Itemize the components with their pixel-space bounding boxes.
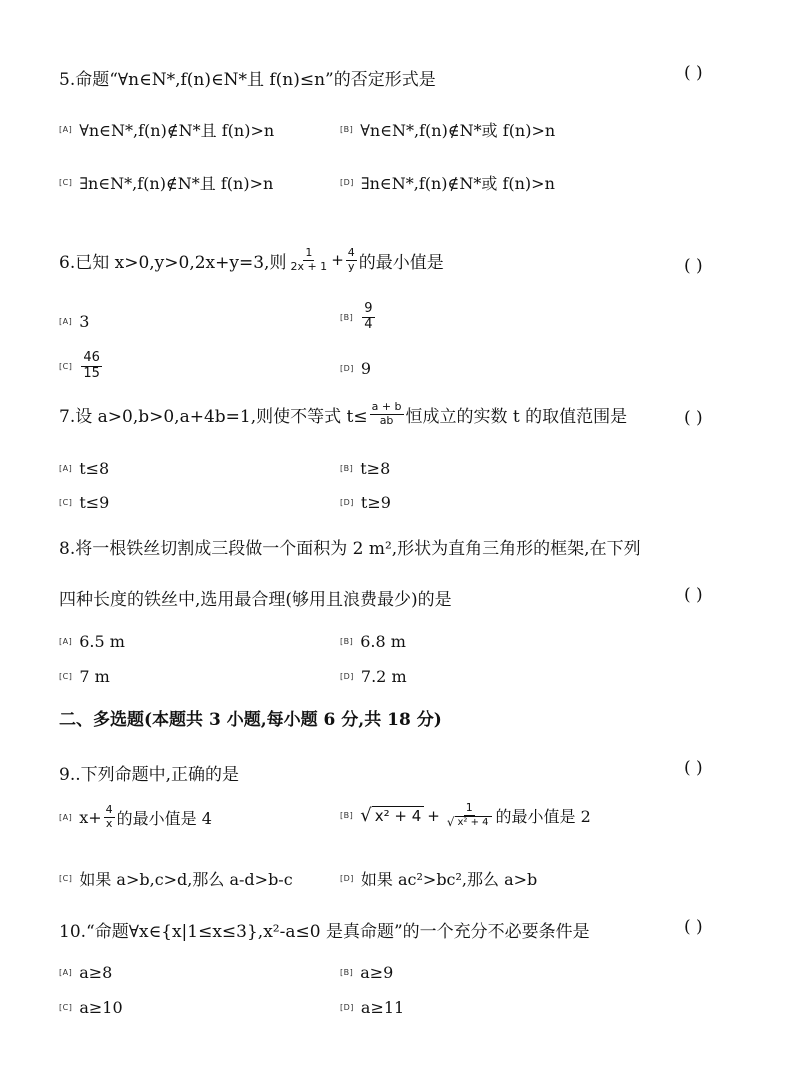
q6-option-b xyxy=(340,302,377,333)
option-text: 如果 ac²>bc²,那么 a>b xyxy=(360,870,538,889)
option-text: 3 xyxy=(79,312,90,331)
option-tag: [A] xyxy=(59,125,73,134)
option-tag: [A] xyxy=(59,317,73,326)
option-fraction xyxy=(104,804,115,830)
question-10-stem: 10.“命题∀x∈{x|1≤x≤3},x²-a≤0 是真命题”的一个充分不必要条件是 xyxy=(59,922,590,942)
option-text-pre: x+ xyxy=(79,807,102,827)
q7-stem-pre: 7.设 a>0,b>0,a+4b=1,则使不等式 t≤ xyxy=(59,406,368,427)
frac-denominator: 15 xyxy=(83,365,100,381)
q10-option-d xyxy=(340,998,404,1017)
option-tag: [C] xyxy=(59,672,73,681)
option-tag: [C] xyxy=(59,361,73,371)
option-text-post: 的最小值是 4 xyxy=(116,808,212,828)
q7-option-a xyxy=(59,459,109,478)
frac-numerator: a + b xyxy=(371,400,402,413)
frac-numerator: 1 xyxy=(465,801,473,814)
answer-paren-5: ( ) xyxy=(684,63,703,83)
q6-option-a xyxy=(59,312,89,331)
option-text: ∃n∈N*,f(n)∉N*且 f(n)>n xyxy=(79,174,274,193)
option-text: a≥10 xyxy=(79,998,123,1017)
option-text: ∀n∈N*,f(n)∉N*或 f(n)>n xyxy=(360,121,556,140)
frac-numerator: 9 xyxy=(364,301,373,316)
q9-option-d xyxy=(340,867,537,890)
q6-fraction-2 xyxy=(346,247,357,273)
option-tag: [B] xyxy=(340,811,354,821)
q6-fraction-1 xyxy=(288,247,329,273)
q6-stem-post: 的最小值是 xyxy=(358,252,444,273)
q10-option-c xyxy=(59,998,123,1017)
option-fraction xyxy=(81,351,102,382)
option-text: t≥9 xyxy=(360,493,391,512)
q7-option-b xyxy=(340,459,390,478)
q6-option-c xyxy=(59,351,104,382)
frac-numerator: 4 xyxy=(347,246,355,259)
option-tag: [D] xyxy=(340,498,354,507)
option-tag: [C] xyxy=(59,178,73,187)
option-tag: [D] xyxy=(340,1003,354,1012)
plus-sign: + xyxy=(331,251,344,270)
option-tag: [A] xyxy=(59,968,73,977)
q10-option-a xyxy=(59,963,112,982)
frac-denominator: ab xyxy=(379,413,394,427)
question-8-line1: 8.将一根铁丝切割成三段做一个面积为 2 m²,形状为直角三角形的框架,在下列 xyxy=(59,539,641,559)
question-8-line2: 四种长度的铁丝中,选用最合理(够用且浪费最少)的是 xyxy=(59,590,452,610)
answer-paren-9: ( ) xyxy=(684,758,703,778)
section-heading: 二、多选题(本题共 3 小题,每小题 6 分,共 18 分) xyxy=(59,710,442,730)
option-tag: [B] xyxy=(340,968,354,977)
plus-sign: + xyxy=(427,806,440,825)
answer-paren-8: ( ) xyxy=(684,585,703,605)
frac-numerator: 1 xyxy=(305,246,313,259)
option-tag: [D] xyxy=(340,874,354,883)
option-text: a≥8 xyxy=(79,963,113,982)
option-tag: [A] xyxy=(59,464,73,473)
frac-denominator: 2x + 1 xyxy=(290,259,328,273)
answer-paren-7: ( ) xyxy=(684,408,703,428)
frac-denominator xyxy=(445,816,494,830)
q8-option-d xyxy=(340,667,407,686)
question-6-stem xyxy=(59,247,444,273)
q8-option-a xyxy=(59,632,125,651)
question-7-stem xyxy=(59,401,627,427)
option-text: a≥9 xyxy=(360,963,394,982)
frac-denominator: y xyxy=(348,259,355,273)
option-text: ∀n∈N*,f(n)∉N*且 f(n)>n xyxy=(79,121,275,140)
q9-option-c xyxy=(59,867,293,890)
option-tag: [B] xyxy=(340,637,354,646)
option-fraction xyxy=(445,802,494,829)
option-tag: [A] xyxy=(59,812,73,822)
option-text: 6.5 m xyxy=(79,632,125,651)
option-text: a≥11 xyxy=(360,998,405,1017)
frac-numerator: 46 xyxy=(83,350,100,365)
q10-option-b xyxy=(340,963,393,982)
option-text: 如果 a>b,c>d,那么 a-d>b-c xyxy=(79,870,293,889)
radicand: x² + 4 xyxy=(372,806,425,825)
q7-stem-post: 恒成立的实数 t 的取值范围是 xyxy=(405,406,628,427)
option-text: 7 m xyxy=(79,667,110,686)
option-text-post: 的最小值是 2 xyxy=(495,807,591,827)
option-tag: [A] xyxy=(59,637,73,646)
q9-option-b xyxy=(340,802,591,829)
radical-icon: √ xyxy=(446,814,455,829)
question-9-stem: 9..下列命题中,正确的是 xyxy=(59,765,240,785)
option-tag: [B] xyxy=(340,125,354,134)
frac-denominator: x xyxy=(105,816,113,830)
option-tag: [B] xyxy=(340,312,354,322)
radicand: x² + 4 xyxy=(455,816,492,829)
option-text: t≤9 xyxy=(79,493,110,512)
q7-option-d xyxy=(340,493,391,512)
q5-option-d xyxy=(340,171,555,194)
radical-icon: √ xyxy=(360,805,372,827)
square-root xyxy=(360,805,424,826)
q5-option-b xyxy=(340,118,555,141)
question-5-stem: 5.命题“∀n∈N*,f(n)∈N*且 f(n)≤n”的否定形式是 xyxy=(59,70,436,90)
q5-option-a xyxy=(59,118,274,141)
q7-fraction xyxy=(370,401,404,427)
option-fraction xyxy=(362,302,374,333)
option-text: t≥8 xyxy=(360,459,391,478)
option-tag: [C] xyxy=(59,1003,73,1012)
option-tag: [C] xyxy=(59,874,73,883)
option-text: 9 xyxy=(360,359,372,378)
option-text: 7.2 m xyxy=(360,667,407,686)
q7-option-c xyxy=(59,493,109,512)
q6-option-d xyxy=(340,359,371,378)
option-tag: [D] xyxy=(340,364,354,373)
option-tag: [C] xyxy=(59,498,73,507)
option-tag: [D] xyxy=(340,672,354,681)
frac-denominator: 4 xyxy=(364,316,373,332)
frac-numerator: 4 xyxy=(105,803,113,816)
option-text: 6.8 m xyxy=(360,632,406,651)
q8-option-b xyxy=(340,632,406,651)
option-tag: [B] xyxy=(340,464,354,473)
answer-paren-10: ( ) xyxy=(684,917,703,937)
option-text: ∃n∈N*,f(n)∉N*或 f(n)>n xyxy=(360,174,555,193)
q8-option-c xyxy=(59,667,110,686)
option-tag: [D] xyxy=(340,178,354,187)
q9-option-a xyxy=(59,804,212,830)
q6-stem-pre: 6.已知 x>0,y>0,2x+y=3,则 xyxy=(59,252,287,273)
q5-option-c xyxy=(59,171,273,194)
answer-paren-6: ( ) xyxy=(684,256,703,276)
option-text: t≤8 xyxy=(79,459,110,478)
